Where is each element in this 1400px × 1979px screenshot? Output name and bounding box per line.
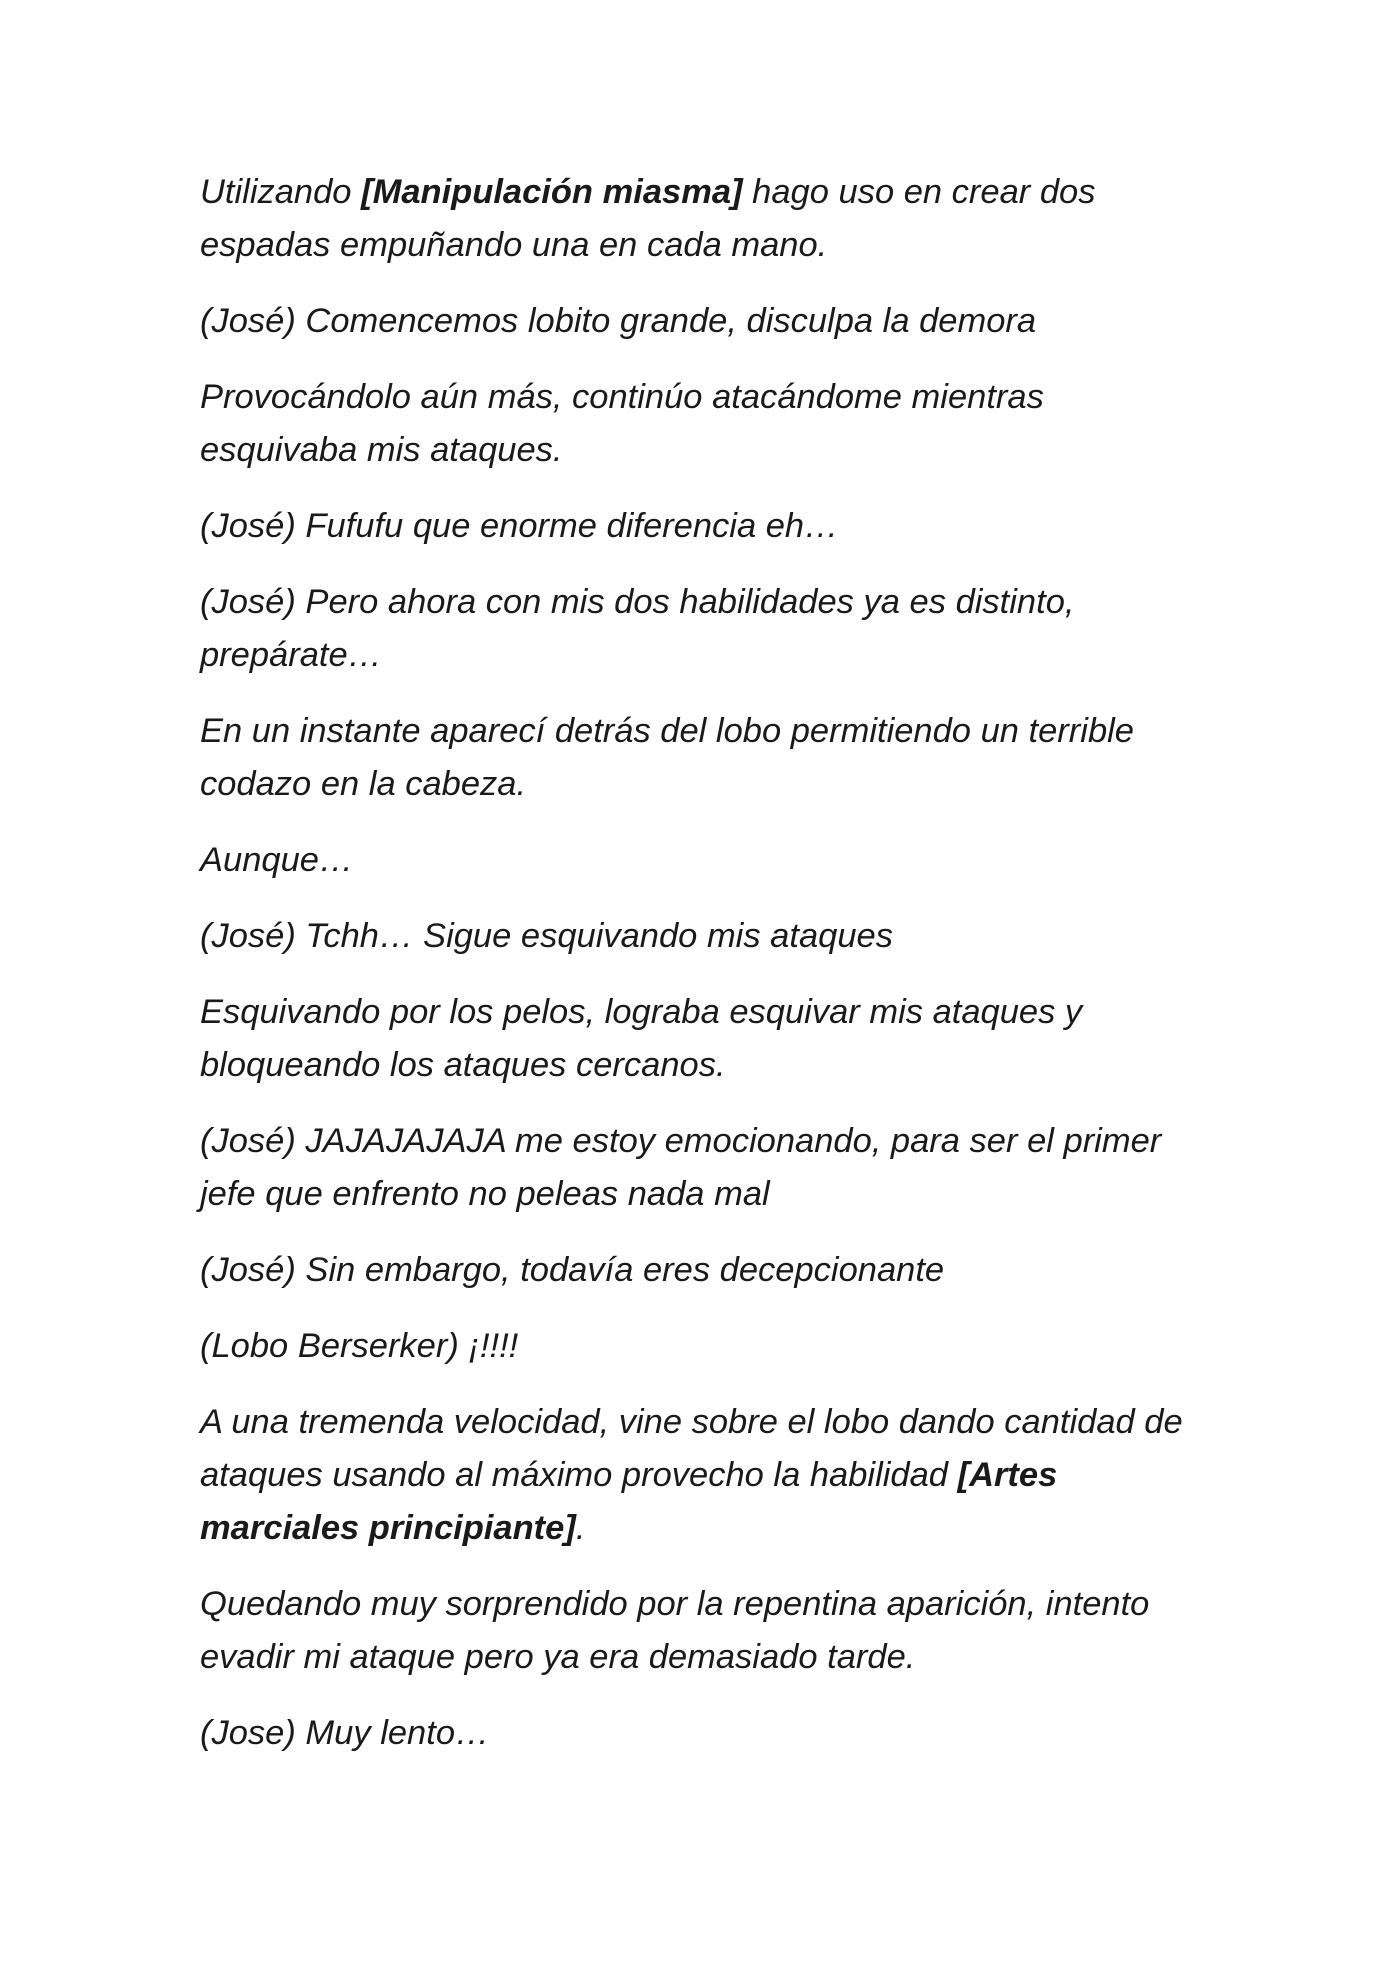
paragraph-1-text-end: hago uso en crear dos espadas empuñando una en cada mano.	[200, 173, 1096, 264]
skill-name-manipulacion-miasma: [Manipulación miasma]	[361, 173, 743, 211]
paragraph-4: (José) Fufufu que enorme diferencia eh…	[200, 507, 839, 545]
paragraph-11: (José) Sin embargo, todavía eres decepcionante	[200, 1251, 945, 1289]
skill-name-artes-marciales: [Artes marciales principiante]	[200, 1456, 1058, 1547]
paragraph-1	[200, 166, 1200, 272]
paragraph-9: Esquivando por los pelos, lograba esquivar mis ataques y bloqueando los ataques cercanos.	[200, 993, 1083, 1084]
document-body	[200, 166, 1200, 1783]
paragraph-10: (José) JAJAJAJAJA me estoy emocionando, para ser el primer jefe que enfrento no peleas nada mal	[200, 1122, 1162, 1213]
paragraph-13-text-start: A una tremenda velocidad, vine sobre el lobo dando cantidad de ataques usando al máximo provecho la habilidad	[200, 1403, 1183, 1494]
paragraph-3: Provocándolo aún más, continúo atacándome mientras esquivaba mis ataques.	[200, 378, 1044, 469]
paragraph-14: Quedando muy sorprendido por la repentina aparición, intento evadir mi ataque pero ya era demasiado tarde.	[200, 1585, 1150, 1676]
paragraph-2: (José) Comencemos lobito grande, disculpa la demora	[200, 302, 1037, 340]
paragraph-6: En un instante aparecí detrás del lobo permitiendo un terrible codazo en la cabeza.	[200, 712, 1134, 803]
paragraph-8: (José) Tchh… Sigue esquivando mis ataques	[200, 917, 893, 955]
paragraph-15: (Jose) Muy lento…	[200, 1714, 490, 1752]
paragraph-13	[200, 1396, 1200, 1555]
paragraph-5: (José) Pero ahora con mis dos habilidades ya es distinto, prepárate…	[200, 583, 1075, 674]
paragraph-13-text-end: .	[575, 1509, 586, 1547]
paragraph-7: Aunque…	[200, 841, 354, 879]
paragraph-12: (Lobo Berserker) ¡!!!!	[200, 1327, 519, 1365]
paragraph-1-text-start: Utilizando	[200, 173, 362, 211]
